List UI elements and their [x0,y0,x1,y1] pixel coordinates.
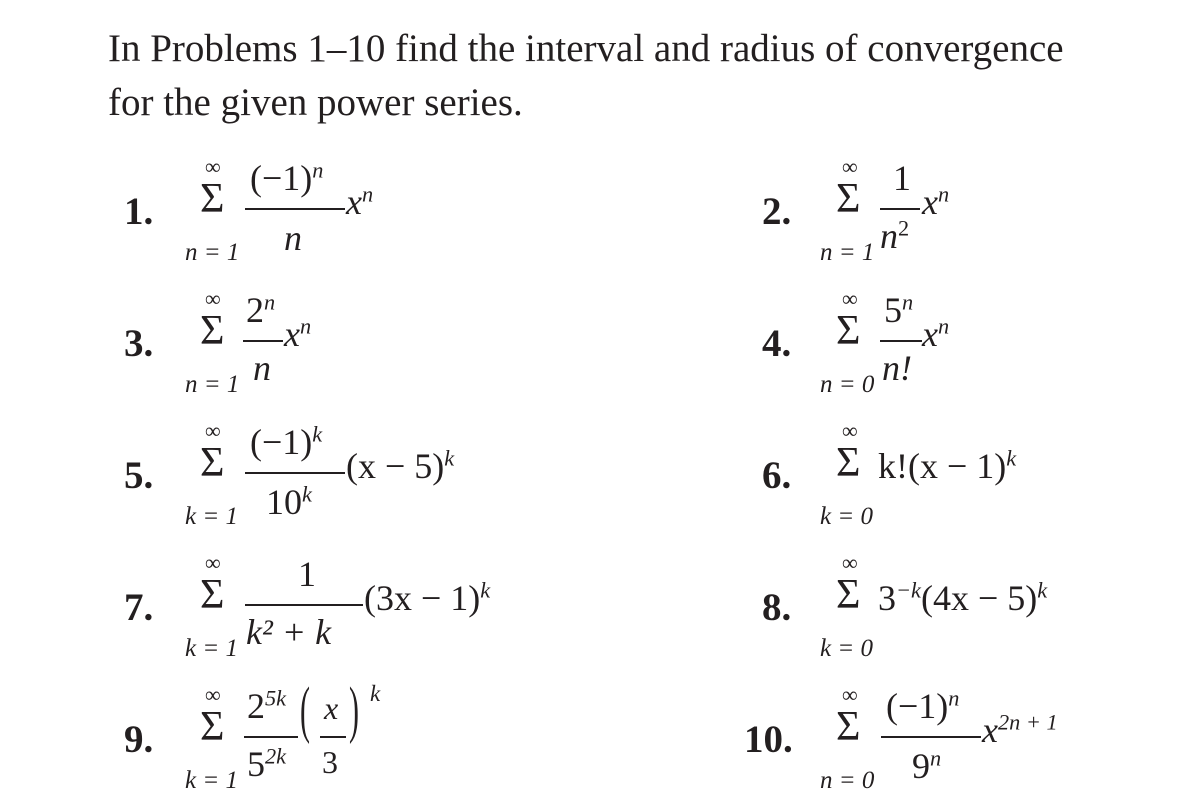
sum-upper-limit: ∞ [842,286,858,311]
denominator-base: 10 [266,482,302,522]
problem-number: 3. [124,322,154,365]
problem-8 [0,546,1199,666]
summand-exponent: k [1037,577,1048,603]
tail-term [982,709,1058,750]
sigma-symbol: Σ [200,704,225,750]
tail-base: (3x − 1) [364,578,481,618]
summand-base: 3 [878,578,896,618]
sigma-symbol: Σ [200,572,225,618]
numerator-base: 2 [247,686,265,726]
problem-number: 1. [124,190,154,233]
numerator-exponent: n [312,157,324,183]
sum-upper-limit: ∞ [842,154,858,179]
problem-number: 4. [762,322,792,365]
problem-number: 7. [124,586,154,629]
sum-upper-limit: ∞ [205,418,221,443]
sum-lower-limit: n = 0 [820,371,875,398]
sigma-symbol: Σ [200,440,225,486]
sum-lower-limit: k = 1 [185,635,238,662]
sigma-symbol: Σ [200,308,225,354]
summand-factor: (4x − 5) [920,578,1038,618]
problem-number: 9. [124,718,154,761]
fraction-bar [880,208,920,210]
inner-numerator: x [324,690,339,726]
denominator-exponent: 2k [265,743,287,769]
instructions [108,22,1188,130]
denominator: k² + k [246,612,332,652]
problem-number: 2. [762,190,792,233]
denominator [912,745,942,786]
sum-upper-limit: ∞ [205,154,221,179]
numerator-exponent: n [264,289,276,315]
instructions-line-2: for the given power series. [108,81,523,124]
sigma-symbol: Σ [836,440,861,486]
denominator-exponent: k [302,481,312,507]
tail-base: x [284,314,300,354]
sum-lower-limit: k = 0 [820,635,873,662]
problem-number: 10. [744,718,793,761]
tail-exponent: n [937,181,950,207]
fraction-bar [880,340,922,342]
tail-exponent: k [480,577,491,603]
problem-2 [0,150,1199,270]
numerator [884,289,914,330]
tail-term [922,181,950,222]
problem-number: 5. [124,454,154,497]
sum-lower-limit: n = 1 [185,371,240,398]
summand-base: k!(x − 1) [878,446,1007,486]
numerator-exponent: n [902,289,914,315]
inner-denominator: 3 [322,744,338,780]
sum-upper-limit: ∞ [205,286,221,311]
numerator-base: (−1) [886,686,949,726]
fraction-bar [881,736,981,738]
tail-exponent: 2n + 1 [997,709,1058,735]
problem-6 [0,414,1199,534]
numerator: 1 [893,158,911,198]
sum-upper-limit: ∞ [205,682,221,707]
denominator: n [253,348,271,388]
left-parenthesis: ( [300,675,310,746]
problem-4 [0,282,1199,402]
sum-upper-limit: ∞ [842,550,858,575]
numerator-base: 2 [246,290,264,330]
sum-lower-limit: n = 1 [185,239,240,266]
denominator-base: 5 [247,744,265,784]
sigma-symbol: Σ [836,704,861,750]
tail-exponent: n [361,181,374,207]
instructions-line-1: In Problems 1–10 find the interval and radius of convergence [108,27,1064,70]
denominator: n! [882,348,912,388]
numerator: 1 [298,554,316,594]
summand [878,445,1017,486]
denominator-base: n [880,216,898,256]
summand [878,577,1048,618]
summand-exponent: k [1006,445,1017,471]
summand-exponent-1: −k [896,577,921,603]
right-parenthesis: ) [349,675,359,746]
problem-number: 8. [762,586,792,629]
tail-base: x [346,182,362,222]
sigma-symbol: Σ [836,176,861,222]
tail-base: (x − 5) [346,446,445,486]
numerator-exponent: n [948,685,960,711]
sum-upper-limit: ∞ [842,682,858,707]
sigma-symbol: Σ [836,572,861,618]
sum-lower-limit: k = 1 [185,767,238,794]
sum-lower-limit: n = 0 [820,767,875,794]
sum-upper-limit: ∞ [205,550,221,575]
tail-base: x [982,710,998,750]
denominator: n [284,218,302,258]
sum-lower-limit: k = 0 [820,503,873,530]
denominator-exponent: n [930,745,942,771]
tail-exponent: k [444,445,455,471]
sigma-symbol: Σ [200,176,225,222]
numerator-exponent: k [312,421,323,447]
sigma-symbol: Σ [836,308,861,354]
tail-base: x [922,314,938,354]
numerator-base: (−1) [250,422,313,462]
outer-exponent: k [370,681,381,706]
problem-10 [0,675,1199,798]
sum-lower-limit: n = 1 [820,239,875,266]
denominator-exponent: 2 [898,215,910,241]
denominator [880,215,910,256]
sum-upper-limit: ∞ [842,418,858,443]
denominator-base: 9 [912,746,930,786]
numerator-base: 5 [884,290,902,330]
tail-exponent: n [937,313,950,339]
tail-base: x [922,182,938,222]
numerator [886,685,960,726]
numerator-exponent: 5k [265,685,287,711]
problem-number: 6. [762,454,792,497]
sum-lower-limit: k = 1 [185,503,238,530]
tail-exponent: n [299,313,312,339]
numerator-base: (−1) [250,158,313,198]
tail-term [922,313,950,354]
